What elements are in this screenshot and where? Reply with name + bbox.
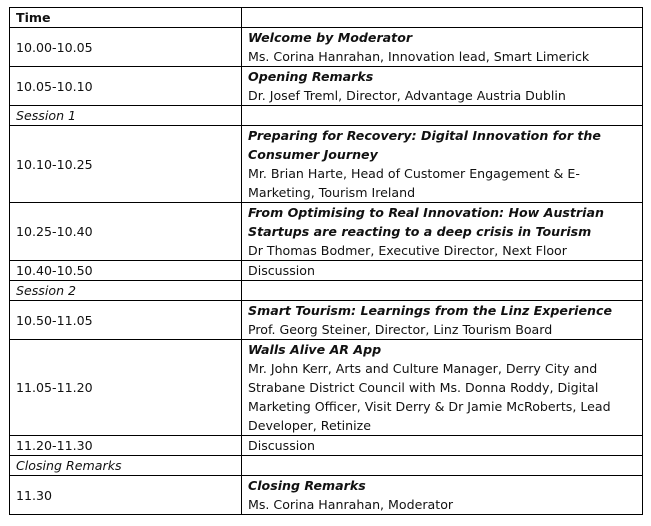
session-title: Opening Remarks	[248, 69, 374, 84]
speaker-line: Strabane District Council with Ms. Donna Roddy, Digital	[248, 380, 599, 395]
time-cell: 10.50-11.05	[10, 301, 242, 340]
session-label: Session 1	[10, 106, 242, 126]
session-title-line: From Optimising to Real Innovation: How Austrian	[248, 205, 604, 220]
session-title-line: Preparing for Recovery: Digital Innovation for the	[248, 128, 601, 143]
speaker-line: Developer, Retinize	[248, 418, 371, 433]
session-title: Smart Tourism: Learnings from the Linz Experience	[248, 303, 612, 318]
agenda-row	[10, 203, 643, 261]
empty-cell	[242, 106, 643, 126]
description-cell	[242, 203, 643, 261]
speaker-line: Dr Thomas Bodmer, Executive Director, Next Floor	[248, 243, 567, 258]
session-label: Closing Remarks	[10, 456, 242, 476]
description-cell	[242, 301, 643, 340]
speaker-line: Ms. Corina Hanrahan, Innovation lead, Smart Limerick	[248, 49, 590, 64]
empty-cell	[242, 456, 643, 476]
speaker-line: Marketing Officer, Visit Derry & Dr Jamie McRoberts, Lead	[248, 399, 611, 414]
description-column-header	[242, 8, 643, 28]
speaker-line: Mr. John Kerr, Arts and Culture Manager, Derry City and	[248, 361, 598, 376]
speaker-line: Ms. Corina Hanrahan, Moderator	[248, 497, 454, 512]
time-cell: 11.05-11.20	[10, 340, 242, 436]
agenda-row	[10, 261, 643, 281]
time-cell: 10.40-10.50	[10, 261, 242, 281]
session-divider-row	[10, 281, 643, 301]
session-title-line: Startups are reacting to a deep crisis in Tourism	[248, 224, 592, 239]
agenda-row	[10, 28, 643, 67]
time-cell: 10.25-10.40	[10, 203, 242, 261]
session-divider-row	[10, 106, 643, 126]
agenda-row	[10, 301, 643, 340]
agenda-row	[10, 436, 643, 456]
agenda-row	[10, 67, 643, 106]
time-cell: 10.10-10.25	[10, 126, 242, 203]
time-column-header: Time	[10, 8, 242, 28]
description-cell	[242, 67, 643, 106]
speaker-line: Marketing, Tourism Ireland	[248, 185, 416, 200]
empty-cell	[242, 281, 643, 301]
time-cell: 11.20-11.30	[10, 436, 242, 456]
description-cell	[242, 476, 643, 515]
session-title: Welcome by Moderator	[248, 30, 413, 45]
agenda-table	[9, 7, 643, 515]
session-title: Walls Alive AR App	[248, 342, 382, 357]
description-cell	[242, 28, 643, 67]
description-cell	[242, 126, 643, 203]
speaker-line: Mr. Brian Harte, Head of Customer Engagement & E-	[248, 166, 580, 181]
agenda-row	[10, 476, 643, 515]
discussion-cell: Discussion	[242, 261, 643, 281]
time-cell: 10.00-10.05	[10, 28, 242, 67]
session-title-line: Consumer Journey	[248, 147, 378, 162]
agenda-row	[10, 126, 643, 203]
speaker-line: Prof. Georg Steiner, Director, Linz Tourism Board	[248, 322, 553, 337]
time-cell: 11.30	[10, 476, 242, 515]
session-label: Session 2	[10, 281, 242, 301]
discussion-cell: Discussion	[242, 436, 643, 456]
session-title: Closing Remarks	[248, 478, 366, 493]
description-cell	[242, 340, 643, 436]
time-cell: 10.05-10.10	[10, 67, 242, 106]
session-divider-row	[10, 456, 643, 476]
agenda-row	[10, 340, 643, 436]
speaker-line: Dr. Josef Treml, Director, Advantage Austria Dublin	[248, 88, 566, 103]
header-row	[10, 8, 643, 28]
